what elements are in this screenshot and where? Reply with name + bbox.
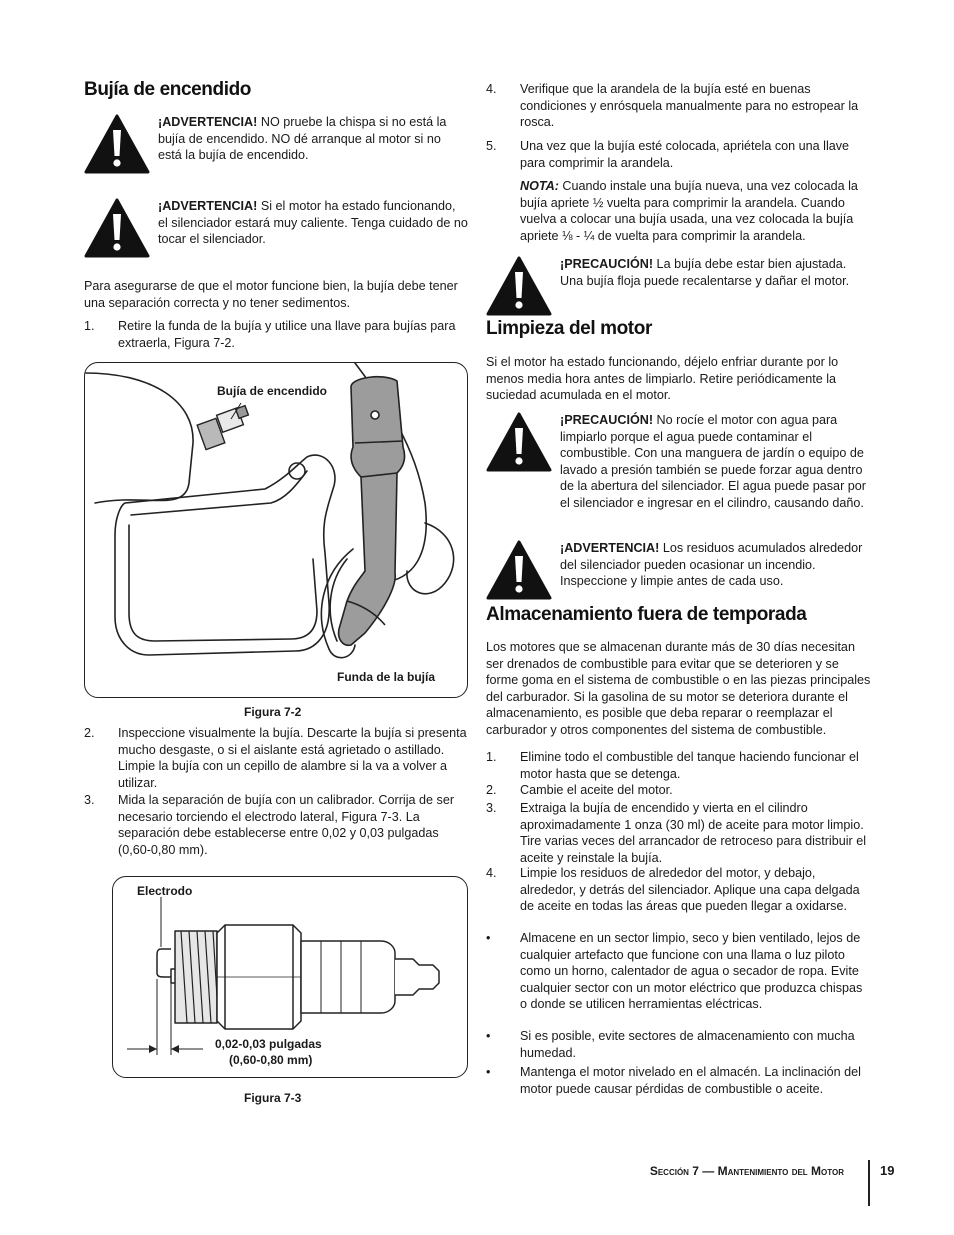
note-text: Cuando instale una bujía nueva, una vez colocada la bujía apriete ½ vuelta para comprimir la arandela. Cuando vuelva a colocar una bujía usada, una vez colocada la bujía apriete ⅛ - ¼ de vuelta para comprimir la arandela. <box>520 179 858 243</box>
warning-label: ¡ADVERTENCIA! <box>158 199 258 213</box>
item-number: 3. <box>84 793 95 807</box>
list-item <box>486 800 872 866</box>
item-number: 2. <box>84 726 95 740</box>
warning-icon <box>486 256 552 316</box>
bullet: • <box>486 1065 491 1079</box>
item-text: Una vez que la bujía esté colocada, apriétela con una llave para comprimir la arandela. <box>520 139 850 170</box>
caution-label: ¡PRECAUCIÓN! <box>560 413 654 427</box>
list-item <box>84 792 468 858</box>
cleaning-intro: Si el motor ha estado funcionando, déjelo enfriar durante por lo menos media hora antes de limpiarlo. Retire periódicamente la suciedad acumulada en el motor. <box>486 355 839 402</box>
note <box>520 178 872 244</box>
footer-divider <box>868 1160 870 1206</box>
item-text: Si es posible, evite sectores de almacenamiento con mucha humedad. <box>520 1029 855 1060</box>
warning-text: Si el motor ha estado funcionando, el silenciador estará muy caliente. Tenga cuidado de no tocar el silenciador. <box>158 199 468 246</box>
list-item <box>486 138 872 172</box>
figure-7-3 <box>112 876 468 1078</box>
caution-text: No rocíe el motor con agua para limpiarlo porque el agua puede contaminar el combustible. Con una manguera de jardín o equipo de lavado a presión también se puede forzar agua dentro de la abertura del silenciador. El agua puede pasar por el silenciador e ingresar en el cilindro, causando daño. <box>560 413 866 510</box>
item-number: 1. <box>84 319 95 333</box>
list-item <box>84 725 468 791</box>
caution-block-water <box>486 412 872 530</box>
item-number: 4. <box>486 866 497 880</box>
warning-text: NO pruebe la chispa si no está la bujía de encendido. NO dé arranque al motor si no está la bujía de encendido. <box>158 115 447 162</box>
storage-intro: Los motores que se almacenan durante más de 30 días necesitan ser drenados de combustible para evitar que se deterioren y se forme goma en el sistema de combustible o en las piezas principales del carburador. Si la gasolina de su motor se deteriora durante el almacenamiento, es posible que deba reparar o reemplazar el carburador y otros componentes del sistema de combustible. <box>486 640 871 737</box>
section-title-storage: Almacenamiento fuera de temporada <box>486 604 807 625</box>
caution-block-tight <box>486 256 872 308</box>
figure-label-boot: Funda de la bujía <box>337 670 436 684</box>
footer-section-text: Sección 7 — Mantenimiento del Motor <box>649 1164 844 1178</box>
warning-text: Los residuos acumulados alrededor del silenciador pueden ocasionar un incendio. Inspeccione y limpie antes de cada uso. <box>560 541 863 588</box>
caution-text: La bujía debe estar bien ajustada. Una bujía floja puede recalentarse y dañar el motor. <box>560 257 850 288</box>
warning-icon <box>486 412 552 472</box>
list-item <box>486 81 872 131</box>
list-item <box>486 1064 872 1098</box>
section-title-spark-plug: Bujía de encendido <box>84 79 251 100</box>
bullet: • <box>486 931 491 945</box>
item-number: 4. <box>486 82 497 96</box>
item-number: 1. <box>486 750 497 764</box>
figure-7-2 <box>84 362 468 698</box>
warning-block-fire <box>486 540 872 596</box>
warning-label: ¡ADVERTENCIA! <box>560 541 660 555</box>
figure-caption: Figura 7-2 <box>244 705 302 719</box>
warning-icon <box>486 540 552 600</box>
page-number: 19 <box>880 1163 895 1178</box>
list-item <box>486 930 872 1030</box>
list-item <box>84 318 468 352</box>
warning-icon <box>84 114 150 174</box>
item-text: Mida la separación de bujía con un calibrador. Corrija de ser necesario torciendo el electrodo lateral, Figura 7-3. La separación debe establecerse entre 0,02 y 0,03 pulgadas (0,60-0,80 mm). <box>118 793 455 857</box>
list-item <box>486 865 872 931</box>
item-text: Mantenga el motor nivelado en el almacén. La inclinación del motor puede causar pérdidas de combustible o aceite. <box>520 1065 861 1096</box>
warning-block-spark <box>84 114 468 178</box>
item-text: Retire la funda de la bujía y utilice una llave para bujías para extraerla, Figura 7-2. <box>118 319 456 350</box>
item-text: Extraiga la bujía de encendido y vierta en el cilindro aproximadamente 1 onza (30 ml) de aceite para motor limpio. Tire varias veces del arrancador de retroceso para distribuir el aceite y reinstale la bujía. <box>520 801 867 865</box>
spark-intro: Para asegurarse de que el motor funcione bien, la bujía debe tener una separación correcta y no tener sedimentos. <box>84 279 458 310</box>
item-text: Verifique que la arandela de la bujía esté en buenas condiciones y enrósquela manualmente para no estropear la rosca. <box>520 82 859 129</box>
warning-block-hot-muffler <box>84 198 468 262</box>
item-number: 3. <box>486 801 497 815</box>
figure-label-gap-in: 0,02-0,03 pulgadas <box>215 1037 322 1051</box>
caution-label: ¡PRECAUCIÓN! <box>560 257 654 271</box>
item-text: Cambie el aceite del motor. <box>520 783 673 797</box>
figure-label-electrode: Electrodo <box>137 884 193 898</box>
warning-icon <box>84 198 150 258</box>
spark-plug-removal-illustration <box>85 363 467 697</box>
list-item <box>486 749 872 783</box>
bullet: • <box>486 1029 491 1043</box>
item-text: Inspeccione visualmente la bujía. Descarte la bujía si presenta mucho desgaste, o si el aislante está agrietado o astillado. Limpie la bujía con un cepillo de alambre si la va a volver a utilizar. <box>118 726 467 790</box>
warning-label: ¡ADVERTENCIA! <box>158 115 258 129</box>
item-text: Almacene en un sector limpio, seco y bien ventilado, lejos de cualquier artefacto que funcione con una llama o luz piloto como un horno, calentador de agua o secador de ropa. Evite cualquier sector con un motor eléctrico que produzca chispas o donde se utilicen herramientas eléctricas. <box>520 931 863 1011</box>
list-item <box>486 1028 872 1062</box>
figure-caption: Figura 7-3 <box>244 1091 302 1105</box>
figure-label-gap-mm: (0,60-0,80 mm) <box>229 1053 313 1067</box>
item-number: 2. <box>486 783 497 797</box>
item-number: 5. <box>486 139 497 153</box>
item-text: Elimine todo el combustible del tanque haciendo funcionar el motor hasta que se detenga. <box>520 750 859 781</box>
section-title-cleaning: Limpieza del motor <box>486 318 652 339</box>
figure-label-spark-plug: Bujía de encendido <box>217 384 328 398</box>
list-item <box>486 782 872 799</box>
note-label: NOTA: <box>520 179 559 193</box>
item-text: Limpie los residuos de alrededor del motor, y debajo, alrededor, y detrás del silenciador. Aplique una capa delgada de aceite en todas las áreas que pueden llegar a oxidarse. <box>520 866 860 913</box>
footer-section <box>548 1163 844 1180</box>
